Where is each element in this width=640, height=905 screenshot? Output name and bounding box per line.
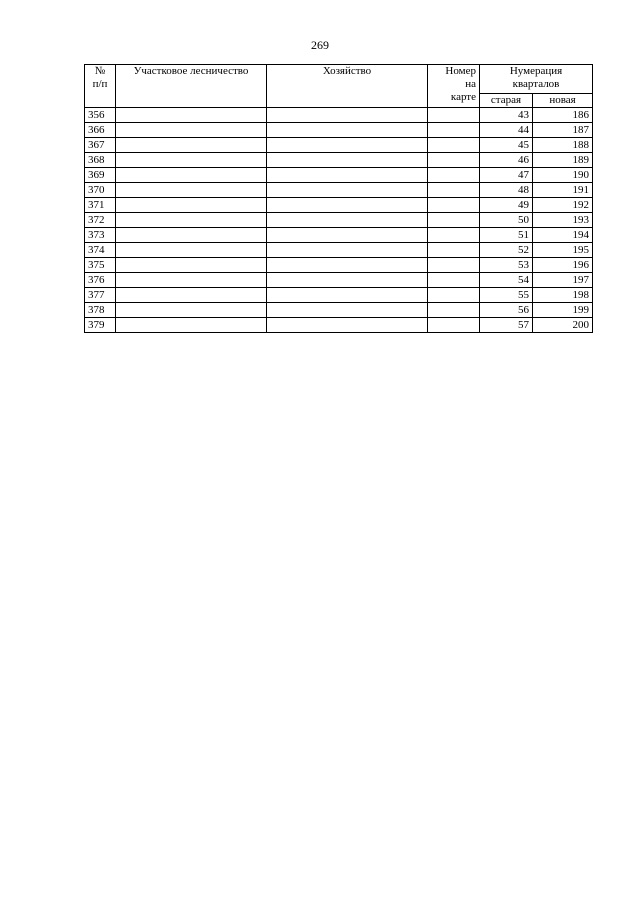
cell-new-number: 188 (533, 138, 593, 153)
table-body (85, 108, 593, 333)
cell-farm (267, 198, 428, 213)
cell-map-number (428, 303, 480, 318)
cell-map-number (428, 138, 480, 153)
cell-map-number (428, 243, 480, 258)
header-farm: Хозяйство (267, 65, 428, 108)
cell-map-number (428, 258, 480, 273)
cell-new-number: 191 (533, 183, 593, 198)
cell-farm (267, 243, 428, 258)
cell-map-number (428, 318, 480, 333)
cell-forestry (116, 228, 267, 243)
cell-new-number: 200 (533, 318, 593, 333)
cell-old-number: 44 (480, 123, 533, 138)
header-number (85, 65, 116, 108)
cell-map-number (428, 123, 480, 138)
cell-old-number: 57 (480, 318, 533, 333)
cell-map-number (428, 153, 480, 168)
table-row (85, 123, 593, 138)
cell-old-number: 55 (480, 288, 533, 303)
cell-old-number: 52 (480, 243, 533, 258)
cell-number: 375 (85, 258, 116, 273)
header-old: старая (480, 94, 533, 108)
cell-map-number (428, 108, 480, 123)
cell-forestry (116, 243, 267, 258)
header-quarters-numbering (480, 65, 593, 94)
cell-forestry (116, 183, 267, 198)
table-row (85, 138, 593, 153)
cell-new-number: 190 (533, 168, 593, 183)
cell-farm (267, 108, 428, 123)
page-number: 269 (311, 38, 329, 52)
table-row (85, 258, 593, 273)
table-row (85, 153, 593, 168)
cell-map-number (428, 183, 480, 198)
table-header (85, 65, 593, 108)
cell-number: 374 (85, 243, 116, 258)
cell-forestry (116, 213, 267, 228)
cell-forestry (116, 138, 267, 153)
cell-old-number: 49 (480, 198, 533, 213)
table-row (85, 243, 593, 258)
header-map-line2: на (465, 78, 476, 90)
header-map-number (428, 65, 480, 108)
cell-number: 377 (85, 288, 116, 303)
cell-number: 356 (85, 108, 116, 123)
cell-forestry (116, 318, 267, 333)
table-row (85, 228, 593, 243)
cell-farm (267, 288, 428, 303)
cell-new-number: 192 (533, 198, 593, 213)
cell-farm (267, 258, 428, 273)
cell-forestry (116, 198, 267, 213)
cell-number: 376 (85, 273, 116, 288)
cell-forestry (116, 123, 267, 138)
cell-farm (267, 303, 428, 318)
header-new: новая (533, 94, 593, 108)
header-number-line1: № (94, 65, 106, 77)
cell-map-number (428, 228, 480, 243)
cell-old-number: 47 (480, 168, 533, 183)
cell-forestry (116, 108, 267, 123)
header-map-line3: карте (450, 91, 476, 103)
cell-forestry (116, 258, 267, 273)
cell-number: 367 (85, 138, 116, 153)
cell-farm (267, 168, 428, 183)
cell-new-number: 197 (533, 273, 593, 288)
table-row (85, 168, 593, 183)
table-row (85, 213, 593, 228)
table-row (85, 183, 593, 198)
cell-old-number: 56 (480, 303, 533, 318)
table-row (85, 108, 593, 123)
cell-new-number: 199 (533, 303, 593, 318)
cell-farm (267, 123, 428, 138)
cell-map-number (428, 273, 480, 288)
cell-old-number: 48 (480, 183, 533, 198)
cell-old-number: 54 (480, 273, 533, 288)
table-row (85, 288, 593, 303)
cell-number: 370 (85, 183, 116, 198)
header-quarters-line1: Нумерация (509, 65, 563, 77)
cell-farm (267, 213, 428, 228)
cell-number: 378 (85, 303, 116, 318)
cell-old-number: 45 (480, 138, 533, 153)
cell-old-number: 50 (480, 213, 533, 228)
cell-number: 368 (85, 153, 116, 168)
header-quarters-line2: кварталов (512, 78, 560, 90)
cell-number: 369 (85, 168, 116, 183)
cell-farm (267, 183, 428, 198)
cell-map-number (428, 213, 480, 228)
cell-farm (267, 273, 428, 288)
cell-map-number (428, 198, 480, 213)
cell-map-number (428, 288, 480, 303)
cell-new-number: 193 (533, 213, 593, 228)
cell-farm (267, 138, 428, 153)
cell-old-number: 46 (480, 153, 533, 168)
cell-map-number (428, 168, 480, 183)
cell-number: 379 (85, 318, 116, 333)
cell-number: 373 (85, 228, 116, 243)
cell-forestry (116, 168, 267, 183)
cell-new-number: 187 (533, 123, 593, 138)
cell-new-number: 196 (533, 258, 593, 273)
cell-forestry (116, 303, 267, 318)
header-map-line1: Номер (445, 65, 476, 77)
table-row (85, 303, 593, 318)
cell-new-number: 194 (533, 228, 593, 243)
cell-new-number: 198 (533, 288, 593, 303)
cell-forestry (116, 273, 267, 288)
header-forestry: Участковое лесничество (116, 65, 267, 108)
quarters-table (84, 64, 593, 333)
cell-forestry (116, 288, 267, 303)
cell-number: 366 (85, 123, 116, 138)
cell-number: 372 (85, 213, 116, 228)
table-row (85, 318, 593, 333)
cell-farm (267, 153, 428, 168)
cell-farm (267, 228, 428, 243)
cell-new-number: 195 (533, 243, 593, 258)
header-number-line2: п/п (92, 78, 108, 90)
cell-farm (267, 318, 428, 333)
table-row (85, 273, 593, 288)
cell-old-number: 43 (480, 108, 533, 123)
table-row (85, 198, 593, 213)
cell-number: 371 (85, 198, 116, 213)
cell-new-number: 189 (533, 153, 593, 168)
cell-new-number: 186 (533, 108, 593, 123)
cell-forestry (116, 153, 267, 168)
cell-old-number: 53 (480, 258, 533, 273)
cell-old-number: 51 (480, 228, 533, 243)
